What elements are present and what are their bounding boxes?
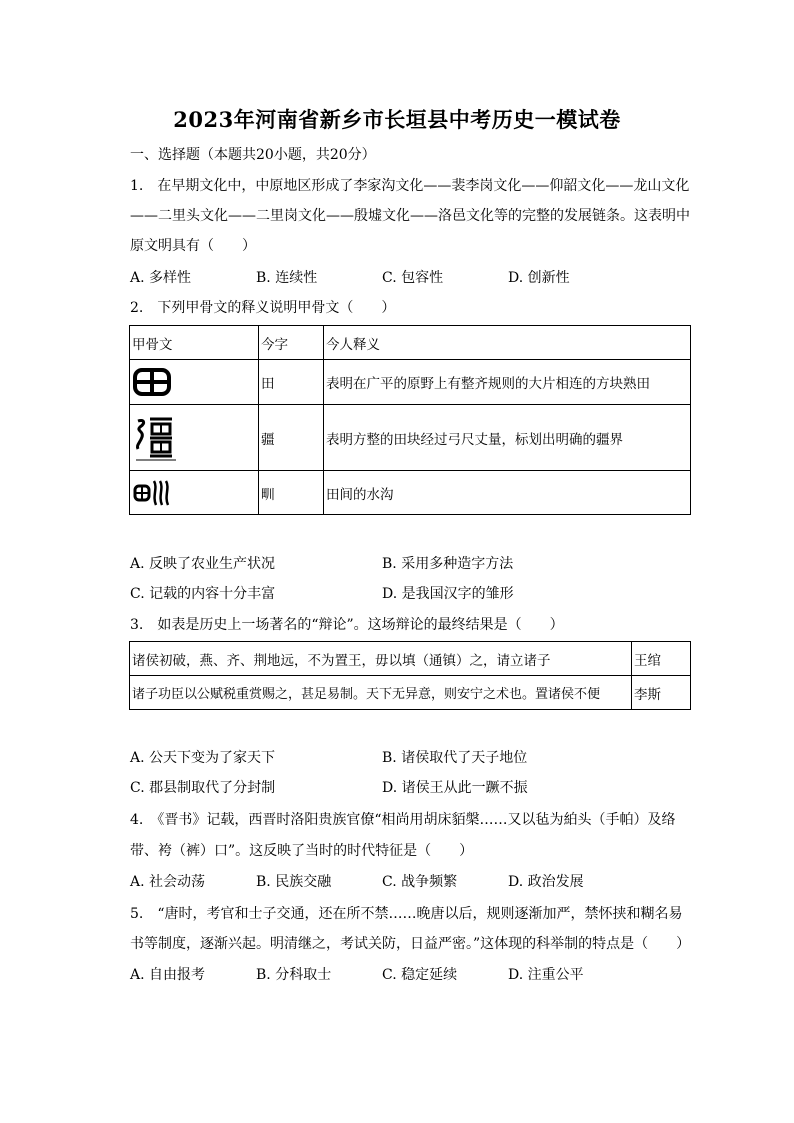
q5-option-d[interactable]: D. 注重公平: [508, 967, 584, 983]
modern-char-cell: 田: [259, 360, 324, 405]
boundary-glyph-icon: [132, 413, 256, 463]
meaning-cell: 表明方整的田块经过弓尺丈量，标划出明确的疆界: [324, 405, 691, 471]
modern-char-cell: 甽: [259, 471, 324, 515]
q5-stem-line2: 书等制度，逐渐兴起。明清继之，考试关防，日益严密。”这体现的科举制的特点是（ ）: [130, 936, 691, 952]
q3-option-b[interactable]: B. 诸侯取代了天子地位: [382, 750, 528, 766]
q5-option-b[interactable]: B. 分科取士: [256, 967, 332, 983]
oracle-glyph-cell: [130, 405, 259, 471]
q2-option-d[interactable]: D. 是我国汉字的雏形: [382, 586, 514, 602]
debate-person-cell: 李斯: [632, 676, 691, 710]
debate-text-cell: 诸子功臣以公赋税重赏赐之，甚足易制。天下无异意，则安宁之术也。置诸侯不便: [130, 676, 632, 710]
q4-option-d[interactable]: D. 政治发展: [508, 874, 584, 890]
q1-option-b[interactable]: B. 连续性: [256, 270, 318, 286]
table-row: [130, 676, 691, 710]
meaning-cell: 表明在广平的原野上有整齐规则的大片相连的方块熟田: [324, 360, 691, 405]
oracle-glyph-cell: [130, 360, 259, 405]
table-row: [130, 405, 691, 471]
q2-option-b[interactable]: B. 采用多种造字方法: [382, 556, 514, 572]
page-title: 2023年河南省新乡市长垣县中考历史一模试卷: [173, 107, 621, 132]
table-row: [130, 360, 691, 405]
table-row: [130, 642, 691, 676]
modern-char-cell: 疆: [259, 405, 324, 471]
q1-option-d[interactable]: D. 创新性: [508, 270, 570, 286]
q1-stem-line3: 原文明具有（ ）: [130, 238, 256, 254]
q3-option-a[interactable]: A. 公天下变为了家天下: [130, 750, 276, 766]
debate-person-cell: 王绾: [632, 642, 691, 676]
q3-stem: 3. 如表是历史上一场著名的“辩论”。这场辩论的最终结果是（ ）: [130, 617, 564, 633]
q2-stem: 2. 下列甲骨文的释义说明甲骨文（ ）: [130, 300, 396, 316]
q4-option-b[interactable]: B. 民族交融: [256, 874, 332, 890]
field-glyph-icon: [132, 367, 256, 397]
oracle-bone-table: [129, 325, 691, 515]
q3-option-c[interactable]: C. 郡县制取代了分封制: [130, 780, 276, 796]
debate-text-cell: 诸侯初破，燕、齐、荆地远，不为置王，毋以填（通镇）之，请立诸子: [130, 642, 632, 676]
q3-option-d[interactable]: D. 诸侯王从此一蹶不振: [382, 780, 528, 796]
q5-option-a[interactable]: A. 自由报考: [130, 967, 206, 983]
meaning-cell: 田间的水沟: [324, 471, 691, 515]
table-header-row: [130, 326, 691, 360]
q1-option-c[interactable]: C. 包容性: [382, 270, 444, 286]
section-heading: 一、选择题（本题共20小题，共20分）: [130, 147, 376, 163]
q4-option-a[interactable]: A. 社会动荡: [130, 874, 206, 890]
q2-option-a[interactable]: A. 反映了农业生产状况: [130, 556, 276, 572]
table-row: [130, 471, 691, 515]
ditch-glyph-icon: [132, 478, 256, 508]
q5-option-c[interactable]: C. 稳定延续: [382, 967, 458, 983]
q5-stem-line1: 5. “唐时，考官和士子交通，还在所不禁……晚唐以后，规则逐渐加严，禁怀挟和糊名易: [130, 906, 683, 922]
q1-option-a[interactable]: A. 多样性: [130, 270, 192, 286]
q2-option-c[interactable]: C. 记载的内容十分丰富: [130, 586, 276, 602]
q4-option-c[interactable]: C. 战争频繁: [382, 874, 458, 890]
q4-stem-line2: 带、袴（裤）口”。这反映了当时的时代特征是（ ）: [130, 843, 474, 859]
q1-stem-line2: ——二里头文化——二里岗文化——殷墟文化——洛邑文化等的完整的发展链条。这表明中: [130, 208, 690, 224]
q4-stem-line1: 4. 《晋书》记载，西晋时洛阳贵族官僚“相尚用胡床貊槃……又以毡为絈头（手帕）及络: [130, 812, 676, 828]
debate-table: [129, 641, 691, 710]
table-header-cell: 今字: [259, 326, 324, 360]
oracle-glyph-cell: [130, 471, 259, 515]
table-header-cell: 今人释义: [324, 326, 691, 360]
q1-stem-line1: 1. 在早期文化中，中原地区形成了李家沟文化——裴李岗文化——仰韶文化——龙山文化: [130, 178, 690, 194]
table-header-cell: 甲骨文: [130, 326, 259, 360]
